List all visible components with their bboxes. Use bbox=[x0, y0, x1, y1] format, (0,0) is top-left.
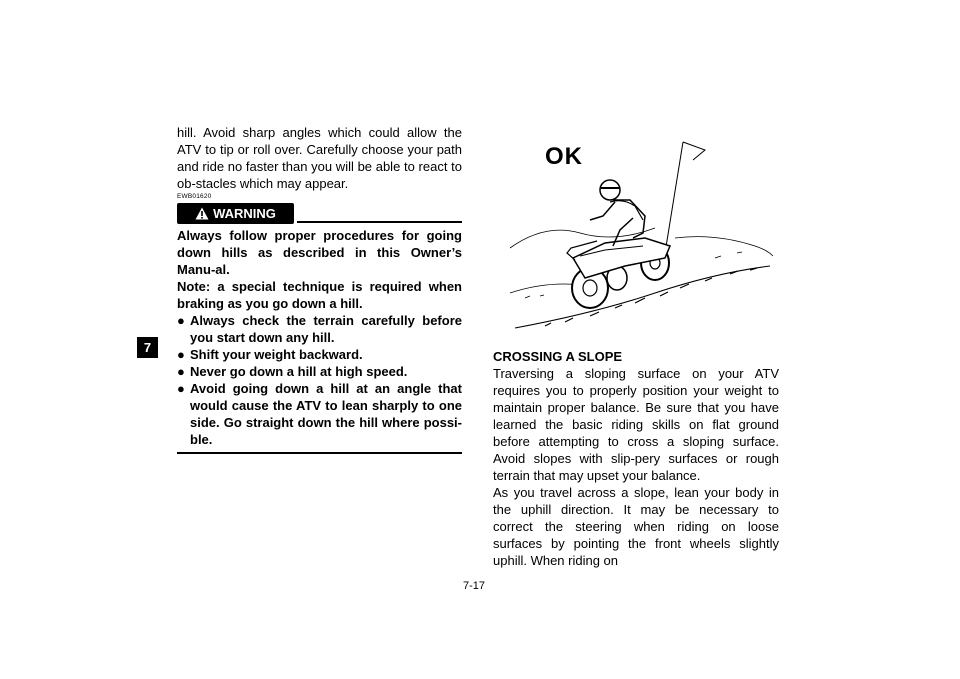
list-item: ● Never go down a hill at high speed. bbox=[177, 364, 408, 379]
warning-label: WARNING bbox=[213, 206, 276, 221]
page-number: 7-17 bbox=[463, 580, 486, 592]
warning-code: EWB01620 bbox=[177, 193, 212, 200]
body-paragraph-2: As you travel across a slope, lean your body in the uphill direction. It may be necessary to correct the steering when riding on loose surfaces by pointing the front wheels slightly uphill. When riding on bbox=[493, 485, 779, 568]
warning-end-rule bbox=[177, 452, 462, 454]
list-item: ● Always check the terrain carefully before you start down any hill. bbox=[177, 313, 462, 345]
bullet-icon: ● bbox=[177, 381, 185, 396]
warning-para-1: Always follow proper procedures for going down hills as described in this Owner’s Manu-al. bbox=[177, 228, 462, 277]
left-column bbox=[177, 124, 462, 454]
right-column bbox=[493, 348, 779, 569]
chapter-tab: 7 bbox=[137, 337, 158, 358]
list-item: ● Avoid going down a hill at an angle that would cause the ATV to lean sharply to one side. Go straight down the hill where possi-ble. bbox=[177, 381, 462, 447]
warning-badge bbox=[177, 203, 294, 224]
figure-ok-label: OK bbox=[545, 143, 583, 170]
warning-para-2: Note: a special technique is required when braking as you go down a hill. bbox=[177, 279, 462, 311]
warning-list bbox=[177, 312, 462, 448]
bullet-icon: ● bbox=[177, 347, 185, 362]
body-paragraph-1: Traversing a sloping surface on your ATV requires you to properly position your weight to maintain proper balance. Be sure that you have learned the basic riding skills on flat ground before attempting to cross a sloping surface. Avoid slopes with slip-pery surfaces or rough terrain that may upset your balance. bbox=[493, 366, 779, 483]
list-item: ● Shift your weight backward. bbox=[177, 347, 363, 362]
atv-slope-illustration bbox=[505, 138, 775, 338]
warning-rule bbox=[297, 221, 462, 223]
bullet-icon: ● bbox=[177, 313, 185, 328]
warning-body bbox=[177, 227, 462, 454]
section-heading: CROSSING A SLOPE bbox=[493, 349, 623, 364]
warning-triangle-icon bbox=[195, 207, 209, 220]
bullet-icon: ● bbox=[177, 364, 185, 379]
warning-header bbox=[177, 203, 462, 225]
intro-text: hill. Avoid sharp angles which could allow the ATV to tip or roll over. Carefully choose your path and ride no faster than you will be able to react to ob-stacles which may appear. bbox=[177, 125, 462, 191]
